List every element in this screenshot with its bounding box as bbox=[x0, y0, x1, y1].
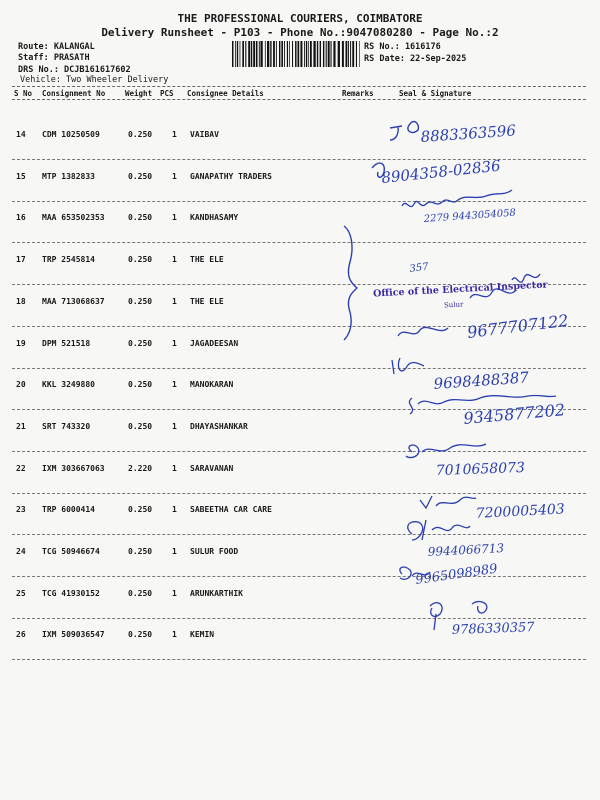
barcode-bar bbox=[287, 41, 288, 67]
row-divider bbox=[12, 618, 586, 619]
row-consignment-no: IXM 303667063 bbox=[42, 463, 105, 473]
row-divider bbox=[12, 242, 586, 243]
row-consignee: ARUNKARTHIK bbox=[190, 588, 243, 598]
row-divider bbox=[12, 451, 586, 452]
row-pcs: 1 bbox=[172, 463, 177, 473]
barcode-bar bbox=[310, 41, 312, 67]
col-consignee: Consignee Details bbox=[187, 89, 264, 98]
row-consignee: SARAVANAN bbox=[190, 463, 234, 473]
barcode-bar bbox=[308, 41, 309, 67]
stamp-mark: 357 bbox=[408, 261, 430, 275]
barcode-bar bbox=[289, 41, 290, 67]
row-weight: 0.250 bbox=[128, 130, 153, 139]
barcode-bar bbox=[342, 41, 344, 67]
office-stamp: Office of the Electrical Inspector bbox=[372, 279, 548, 300]
rs-date: RS Date: 22-Sep-2025 bbox=[364, 54, 467, 64]
phone-row-26: 9786330357 bbox=[451, 620, 535, 638]
row-sno: 24 bbox=[16, 547, 26, 556]
row-divider bbox=[12, 201, 586, 202]
barcode-bar bbox=[251, 41, 253, 67]
row-consignment-no: KKL 3249880 bbox=[42, 380, 95, 390]
row-weight: 0.250 bbox=[128, 380, 153, 390]
staff-label: Staff: PRASATH bbox=[18, 53, 90, 63]
row-consignment-no: TRP 6000414 bbox=[42, 505, 95, 515]
row-pcs: 1 bbox=[172, 296, 177, 306]
header-rule-top bbox=[12, 86, 586, 87]
barcode-bar bbox=[330, 41, 331, 67]
row-consignment-no: IXM 509036547 bbox=[42, 630, 105, 640]
barcode-bar bbox=[345, 41, 347, 67]
row-consignment-no: CDM 10250509 bbox=[42, 130, 100, 139]
barcode-bar bbox=[256, 41, 258, 67]
row-sno: 26 bbox=[16, 630, 26, 640]
barcode-bar bbox=[253, 41, 255, 67]
barcode-bar bbox=[248, 41, 250, 67]
row-sno: 18 bbox=[16, 296, 26, 306]
row-divider bbox=[12, 576, 586, 577]
row-consignment-no: TCG 50946674 bbox=[42, 547, 100, 556]
barcode-bar bbox=[359, 41, 360, 67]
row-consignment-no: MAA 713068637 bbox=[42, 296, 105, 306]
row-consignment-no: TRP 2545814 bbox=[42, 255, 95, 265]
row-pcs: 1 bbox=[172, 338, 177, 348]
barcode-bar bbox=[242, 41, 244, 67]
phone-row-16: 2279 9443054058 bbox=[423, 207, 517, 225]
row-weight: 0.250 bbox=[128, 296, 153, 306]
row-weight: 0.250 bbox=[128, 171, 153, 181]
row-weight: 0.250 bbox=[128, 547, 153, 556]
row-divider bbox=[12, 326, 586, 327]
barcode-bar bbox=[328, 41, 330, 67]
barcode-bar bbox=[237, 41, 238, 67]
phone-row-19: 9677707122 bbox=[466, 310, 570, 342]
row-consignee: DHAYASHANKAR bbox=[190, 421, 248, 431]
barcode-bar bbox=[333, 41, 335, 67]
phone-row-23: 7200005403 bbox=[475, 501, 566, 522]
rs-number: RS No.: 1616176 bbox=[364, 42, 441, 52]
barcode-bar bbox=[270, 41, 271, 67]
barcode-bar bbox=[317, 41, 318, 67]
row-weight: 0.250 bbox=[128, 421, 153, 431]
row-pcs: 1 bbox=[172, 255, 177, 265]
barcode-bar bbox=[232, 41, 233, 67]
row-consignee: KEMIN bbox=[190, 630, 215, 640]
barcode-bar bbox=[298, 41, 300, 67]
row-consignment-no: SRT 743320 bbox=[42, 421, 91, 431]
barcode-bar bbox=[260, 41, 262, 67]
barcode-bar bbox=[326, 41, 327, 67]
barcode-bar bbox=[281, 41, 283, 67]
barcode-bar bbox=[320, 41, 321, 67]
barcode-bar bbox=[350, 41, 351, 67]
row-consignee: SABEETHA CAR CARE bbox=[190, 505, 272, 515]
drs-number: DRS No.: DCJB161617602 bbox=[18, 65, 131, 75]
row-sno: 19 bbox=[16, 338, 26, 348]
office-stamp-sub: Sulur bbox=[443, 300, 464, 310]
vehicle-label: Vehicle: Two Wheeler Delivery bbox=[20, 75, 169, 85]
col-sno: S No bbox=[14, 89, 33, 98]
row-divider bbox=[12, 659, 586, 660]
table-row bbox=[0, 630, 600, 672]
barcode-bar bbox=[348, 41, 349, 67]
phone-row-25: 9965098989 bbox=[414, 561, 499, 588]
row-consignee: KANDHASAMY bbox=[190, 213, 239, 223]
barcode-image bbox=[232, 41, 360, 67]
barcode-bar bbox=[235, 41, 236, 67]
table-row bbox=[0, 213, 600, 255]
table-row bbox=[0, 589, 600, 631]
row-pcs: 1 bbox=[172, 130, 177, 139]
row-consignment-no: DPM 521518 bbox=[42, 338, 91, 348]
row-pcs: 1 bbox=[172, 547, 177, 556]
row-divider bbox=[12, 534, 586, 535]
table-row bbox=[0, 297, 600, 339]
row-weight: 2.220 bbox=[128, 463, 153, 473]
col-seal-signature: Seal & Signature bbox=[399, 89, 472, 98]
row-sno: 21 bbox=[16, 421, 26, 431]
row-weight: 0.250 bbox=[128, 630, 153, 640]
barcode-bar bbox=[304, 41, 305, 67]
barcode-bar bbox=[279, 41, 280, 67]
row-sno: 14 bbox=[16, 130, 26, 139]
header-rule-bottom bbox=[12, 99, 586, 100]
company-title: THE PROFESSIONAL COURIERS, COIMBATORE bbox=[177, 12, 423, 25]
table-row bbox=[0, 547, 600, 589]
phone-row-14: 8883363596 bbox=[420, 121, 517, 146]
row-sno: 25 bbox=[16, 588, 26, 598]
row-divider bbox=[12, 368, 586, 369]
row-consignment-no: MAA 653502353 bbox=[42, 213, 105, 223]
barcode-bar bbox=[295, 41, 296, 67]
barcode-bar bbox=[276, 41, 277, 67]
row-consignee: MANOKARAN bbox=[190, 380, 234, 390]
row-sno: 22 bbox=[16, 463, 26, 473]
barcode-bar bbox=[323, 41, 324, 67]
row-weight: 0.250 bbox=[128, 588, 153, 598]
barcode-bar bbox=[300, 41, 302, 67]
barcode-bar bbox=[284, 41, 285, 67]
row-sno: 17 bbox=[16, 255, 26, 265]
phone-row-15: 8904358-02836 bbox=[380, 156, 502, 187]
barcode-bar bbox=[267, 41, 269, 67]
table-row bbox=[0, 422, 600, 464]
barcode-bar bbox=[240, 41, 241, 67]
runsheet-subtitle: Delivery Runsheet - P103 - Phone No.:9047080280 - Page No.:2 bbox=[101, 26, 499, 39]
row-weight: 0.250 bbox=[128, 255, 153, 265]
row-consignee: GANAPATHY TRADERS bbox=[190, 171, 272, 181]
col-pcs: PCS bbox=[160, 89, 174, 98]
row-divider bbox=[12, 493, 586, 494]
row-sno: 23 bbox=[16, 505, 26, 515]
barcode-bar bbox=[313, 41, 315, 67]
row-pcs: 1 bbox=[172, 213, 177, 223]
table-row bbox=[0, 464, 600, 506]
barcode-bar bbox=[356, 41, 357, 67]
row-consignee: THE ELE bbox=[190, 255, 224, 265]
phone-row-21: 9345877202 bbox=[462, 400, 566, 428]
phone-row-20: 9698488387 bbox=[433, 368, 530, 393]
row-consignee: JAGADEESAN bbox=[190, 338, 239, 348]
barcode-bar bbox=[306, 41, 307, 67]
row-sno: 16 bbox=[16, 213, 26, 223]
table-row bbox=[0, 172, 600, 214]
barcode-bar bbox=[265, 41, 266, 67]
row-weight: 0.250 bbox=[128, 213, 153, 223]
row-weight: 0.250 bbox=[128, 338, 153, 348]
barcode-bar bbox=[338, 41, 340, 67]
barcode-bar bbox=[245, 41, 246, 67]
row-consignee: THE ELE bbox=[190, 296, 224, 306]
row-pcs: 1 bbox=[172, 380, 177, 390]
row-divider bbox=[12, 159, 586, 160]
row-sno: 15 bbox=[16, 171, 26, 181]
table-row bbox=[0, 380, 600, 422]
barcode-bar bbox=[352, 41, 354, 67]
col-weight: Weight bbox=[125, 89, 153, 98]
phone-row-24: 9944066713 bbox=[427, 541, 505, 559]
row-pcs: 1 bbox=[172, 588, 177, 598]
row-consignee: VAIBAV bbox=[190, 130, 219, 139]
row-consignment-no: TCG 41930152 bbox=[42, 588, 100, 598]
route-label: Route: KALANGAL bbox=[18, 42, 95, 52]
barcode-bar bbox=[292, 41, 293, 67]
table-row bbox=[0, 339, 600, 381]
row-sno: 20 bbox=[16, 380, 26, 390]
row-pcs: 1 bbox=[172, 171, 177, 181]
col-consignment: Consignment No bbox=[42, 89, 106, 98]
table-row bbox=[0, 130, 600, 172]
row-consignee: SULUR FOOD bbox=[190, 547, 239, 556]
row-pcs: 1 bbox=[172, 630, 177, 640]
row-pcs: 1 bbox=[172, 505, 177, 515]
row-consignment-no: MTP 1382833 bbox=[42, 171, 95, 181]
col-remarks: Remarks bbox=[342, 89, 374, 98]
row-pcs: 1 bbox=[172, 421, 177, 431]
phone-row-22: 7010658073 bbox=[435, 459, 526, 479]
barcode-bar bbox=[273, 41, 275, 67]
table-row bbox=[0, 505, 600, 547]
barcode-bar bbox=[259, 41, 260, 67]
row-divider bbox=[12, 409, 586, 410]
row-weight: 0.250 bbox=[128, 505, 153, 515]
